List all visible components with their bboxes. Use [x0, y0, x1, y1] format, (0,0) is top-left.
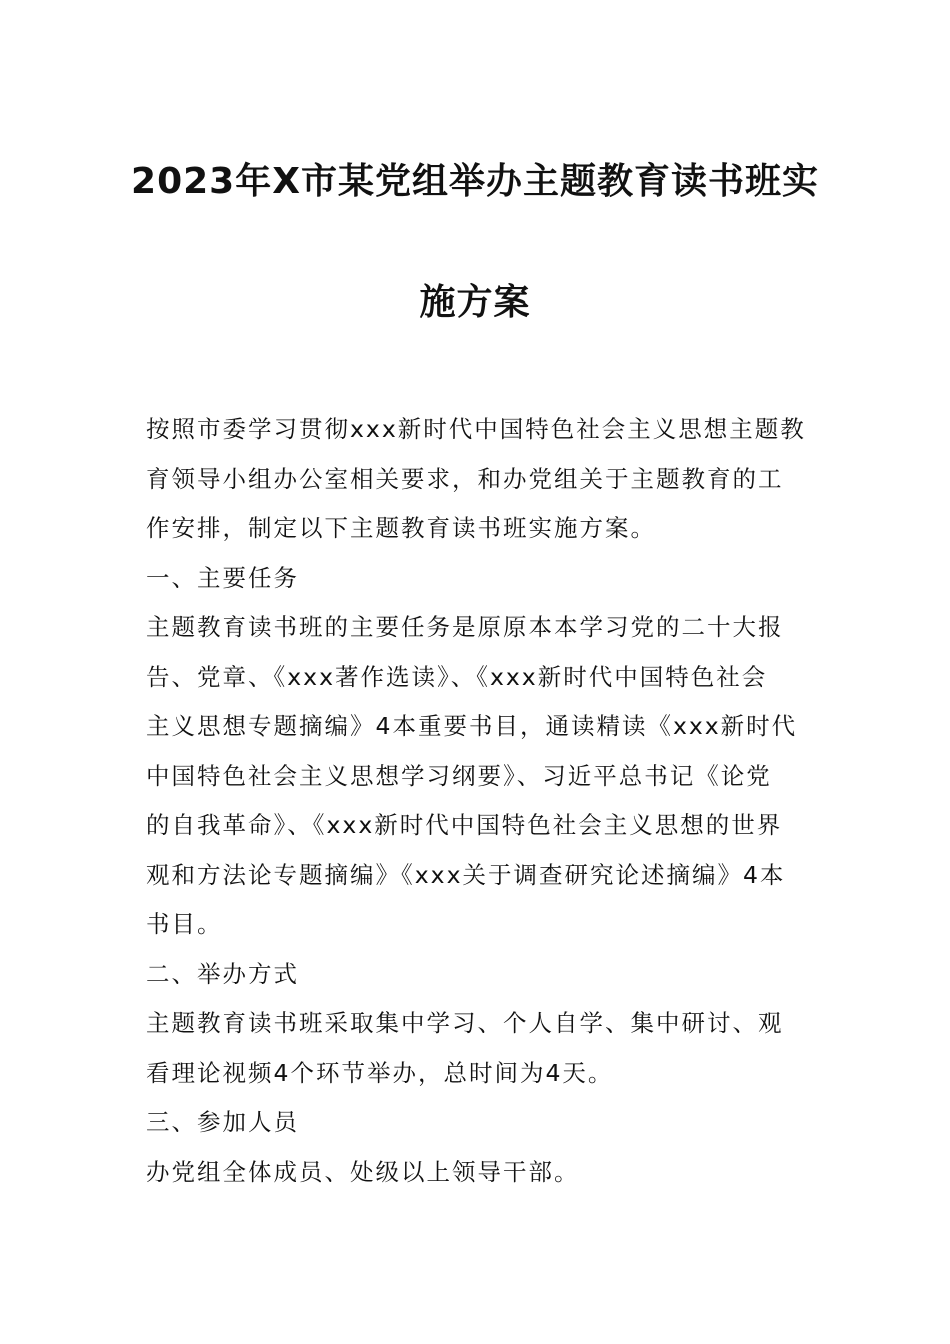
- intro-line-3: 作安排，制定以下主题教育读书班实施方案。: [146, 514, 656, 542]
- section2-line-1: 主题教育读书班采取集中学习、个人自学、集中研讨、观: [146, 1009, 784, 1037]
- section1-line-1: 主题教育读书班的主要任务是原原本本学习党的二十大报: [146, 613, 784, 641]
- section3-line-1: 办党组全体成员、处级以上领导干部。: [146, 1158, 580, 1186]
- section1-line-6: 观和方法论专题摘编》《xxx关于调查研究论述摘编》4本: [146, 861, 786, 889]
- section1-line-2: 告、党章、《xxx著作选读》、《xxx新时代中国特色社会: [146, 663, 768, 691]
- section1-line-5: 的自我革命》、《xxx新时代中国特色社会主义思想的世界: [146, 811, 783, 839]
- intro-line-2: 育领导小组办公室相关要求，和办党组关于主题教育的工: [146, 465, 784, 493]
- section1-line-4: 中国特色社会主义思想学习纲要》、习近平总书记《论党: [146, 762, 772, 790]
- intro-line-1: 按照市委学习贯彻xxx新时代中国特色社会主义思想主题教: [146, 415, 806, 443]
- section2-line-2: 看理论视频4个环节举办，总时间为4天。: [146, 1059, 614, 1087]
- document-title-line-2: 施方案: [419, 282, 531, 323]
- section1-line-3: 主义思想专题摘编》4本重要书目，通读精读《xxx新时代: [146, 712, 798, 740]
- document-title-line-1: 2023年X市某党组举办主题教育读书班实: [131, 161, 819, 202]
- section-heading-main-tasks: 一、主要任务: [146, 564, 299, 592]
- section1-line-7: 书目。: [146, 910, 223, 938]
- section-heading-format: 二、举办方式: [146, 960, 299, 988]
- section-heading-participants: 三、参加人员: [146, 1108, 299, 1136]
